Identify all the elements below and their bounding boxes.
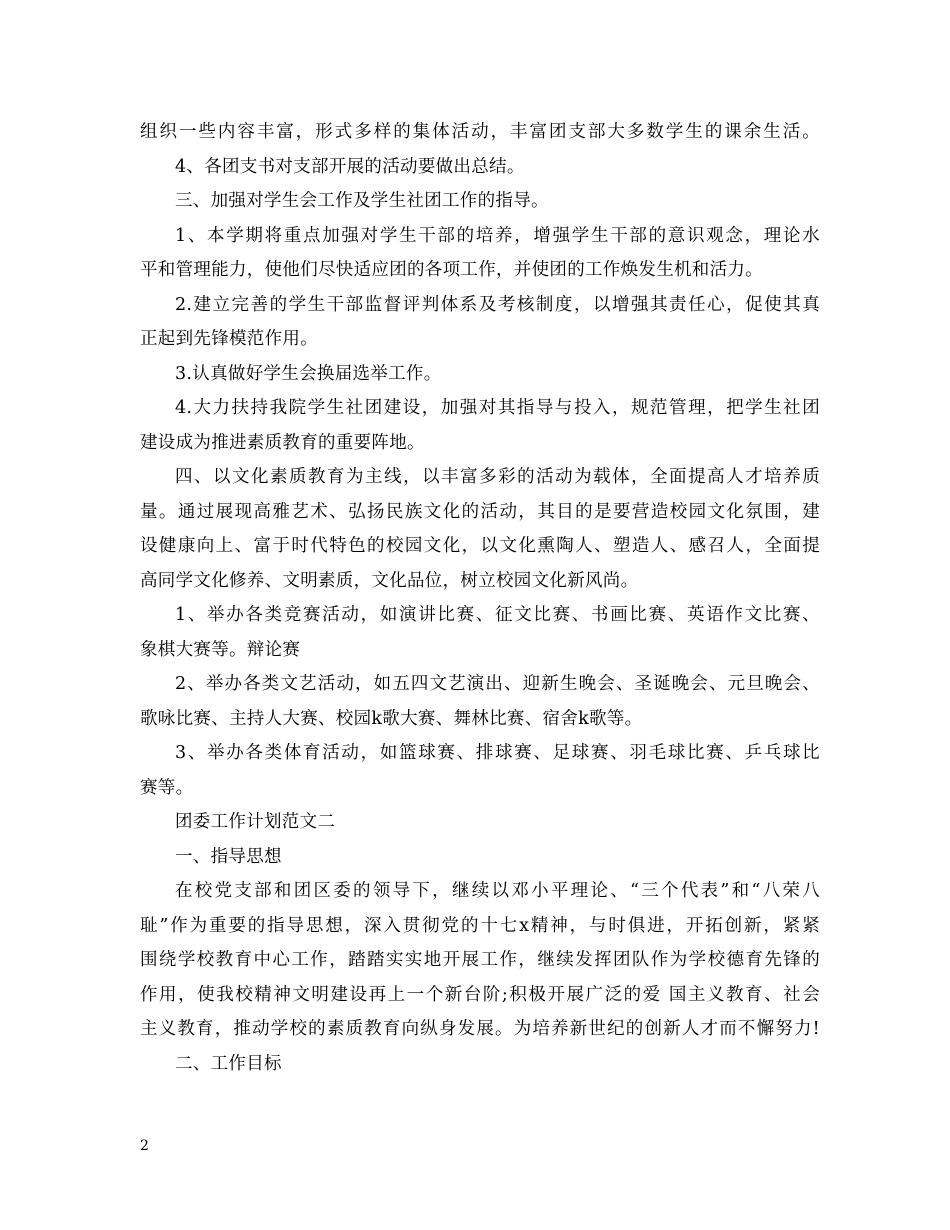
text-line: 赛等。	[140, 777, 194, 798]
text-line: 2、举办各类文艺活动，如五四文艺演出、迎新生晚会、圣诞晚会、元旦晚会、	[175, 674, 820, 694]
text-line: 建设成为推进素质教育的重要阵地。	[140, 432, 425, 453]
text-line: 平和管理能力，使他们尽快适应团的各项工作，并使团的工作焕发生机和活力。	[140, 260, 763, 280]
document-body	[140, 115, 820, 1081]
page-number: 2	[140, 1138, 149, 1154]
text-line: 3.认真做好学生会换届选举工作。	[175, 363, 442, 384]
text-line: 量。通过展现高雅艺术、弘扬民族文化的活动，其目的是要营造校园文化氛围，建	[140, 501, 820, 522]
text-line: 组织一些内容丰富，形式多样的集体活动，丰富团支部大多数学生的课余生活。	[140, 122, 820, 142]
text-line: 3、举办各类体育活动，如篮球赛、排球赛、足球赛、羽毛球比赛、乒乓球比	[175, 743, 820, 763]
text-line: 高同学文化修养、文明素质，文化品位，树立校园文化新风尚。	[140, 570, 639, 591]
text-line: 主义教育，推动学校的素质教育向纵身发展。为培养新世纪的创新人才而不懈努力!	[140, 1019, 820, 1039]
text-line: 歌咏比赛、主持人大赛、校园k歌大赛、舞林比赛、宿舍k歌等。	[140, 708, 643, 729]
text-line: 作用，使我校精神文明建设再上一个新台阶;积极开展广泛的爱 国主义教育、社会	[140, 984, 820, 1005]
text-line: 象棋大赛等。辩论赛	[140, 639, 301, 660]
section-heading: 一、指导思想	[175, 846, 282, 867]
text-line: 围绕学校教育中心工作，踏踏实实地开展工作，继续发挥团队作为学校德育先锋的	[140, 950, 820, 970]
text-line: 耻”作为重要的指导思想，深入贯彻党的十七x精神，与时俱进，开拓创新，紧紧	[140, 915, 820, 936]
text-line: 正起到先锋模范作用。	[140, 329, 318, 349]
text-line: 2.建立完善的学生干部监督评判体系及考核制度，以增强其责任心，促使其真	[175, 294, 820, 315]
document-subtitle: 团委工作计划范文二	[175, 812, 336, 832]
text-line: 1、举办各类竞赛活动，如演讲比赛、征文比赛、书画比赛、英语作文比赛、	[175, 605, 820, 625]
text-line: 1、本学期将重点加强对学生干部的培养，增强学生干部的意识观念，理论水	[175, 225, 820, 246]
text-line: 4.大力扶持我院学生社团建设，加强对其指导与投入，规范管理，把学生社团	[175, 398, 820, 418]
text-line: 4、各团支书对支部开展的活动要做出总结。	[175, 156, 525, 177]
section-heading: 四、以文化素质教育为主线，以丰富多彩的活动为载体，全面提高人才培养质	[175, 467, 820, 487]
section-heading: 三、加强对学生会工作及学生社团工作的指导。	[175, 191, 549, 211]
text-line: 在校党支部和团区委的领导下，继续以邓小平理论、“三个代表”和“八荣八	[175, 881, 820, 901]
section-heading: 二、工作目标	[175, 1053, 282, 1074]
text-line: 设健康向上、富于时代特色的校园文化，以文化熏陶人、塑造人、感召人，全面提	[140, 536, 820, 556]
